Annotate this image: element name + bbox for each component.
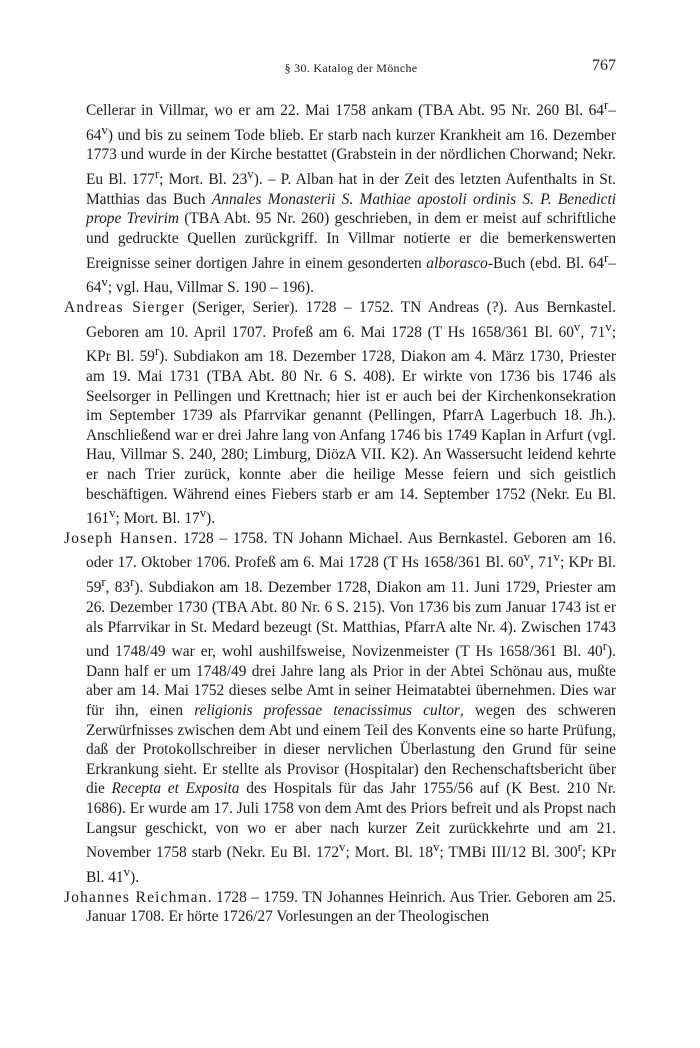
italic-phrase: religionis professae tenacissimus cultor bbox=[194, 702, 460, 719]
running-head-title: § 30. Katalog der Mönche bbox=[284, 61, 418, 75]
entry-joseph-hansen: Joseph Hansen. 1728 – 1758. TN Johann Michael. Aus Bernkastel. Geboren am 16. oder 17. Oktober 1706. Profeß am 6. Mai 1728 (T Hs 1658/361 Bl. 60$^v$, 71$^v$; KPr Bl. 59$^r$, 83$^r$). Subdiakon am 18. Dezember 1728, Diakon am 11. Juni 1729, Priester am 26. Dezember 1730 (TBA Abt. 80 Nr. 6 S. 215). Von 1736 bis zum Januar 1743 ist er als Pfarrvikar in St. Medard bezeugt (St. Matthias, PfarrA alte Nr. 4). Zwischen 1743 und 1748/49 war er, wohl aushilfsweise, Novizenmeister (T Hs 1658/361 Bl. 40$^r$). Dann half er um 1748/49 drei Jahre lang als Prior in der Abtei Schönau aus, mußte aber am 14. Mai 1752 dieses selbe Amt in seiner Heimatabtei übernehmen. Dies war für ihn, einen religionis professae tenacissimus cultor, wegen des schweren Zerwürfnisses zwischen dem Abt und einem Teil des Konvents eine so harte Prüfung, daß der Protokollschreiber in dieser nervlichen Überlastung den Grund für seine Erkrankung sieht. Er stellte als Provisor (Hospitalar) den Rechenschaftsbericht über die Recepta et Exposita des Hospitals für das Jahr 1755/56 auf (K Best. 210 Nr. 1686). Er wurde am 17. Juli 1758 von dem Amt des Priors befreit und als Propst nach Langsur geschickt, von wo er aber nach kurzer Zeit zurückkehrte und am 21. November 1758 starb (Nekr. Eu Bl. 172$^v$; Mort. Bl. 18$^v$; TMBi III/12 Bl. 300$^r$; KPr Bl. 41$^v$). bbox=[64, 529, 617, 886]
italic-term: alborasco bbox=[426, 254, 488, 272]
running-head bbox=[86, 57, 616, 77]
entry-name: Andreas Sierger bbox=[64, 298, 185, 316]
italic-title: Annales Monasterii S. Mathiae apostoli ordinis S. P. Benedicti prope Trevirim bbox=[86, 190, 617, 228]
entry-johannes-reichman: Johannes Reichman. 1728 – 1759. TN Johannes Heinrich. Aus Trier. Geboren am 25. Januar 1708. Er hörte 1726/27 Vorlesungen an der Theologischen bbox=[64, 888, 616, 926]
catalog-text bbox=[64, 96, 616, 927]
italic-phrase: Recepta et Exposita bbox=[111, 780, 240, 798]
page-number: 767 bbox=[592, 57, 616, 74]
entry-name: Johannes Reichman bbox=[64, 888, 208, 906]
continued-entry-paragraph: Cellerar in Villmar, wo er am 22. Mai 1758 ankam (TBA Abt. 95 Nr. 260 Bl. 64$^r$– 64$^v$) und bis zu seinem Tode blieb. Er starb nach kurzer Krankheit am 16. Dezember 1773 und wurde in der Kirche bestattet (Grabstein in der nördlichen Chorwand; Nekr. Eu Bl. 177$^r$; Mort. Bl. 23$^v$). – P. Alban hat in der Zeit des letzten Aufenthalts in St. Matthias das Buch Annales Monasterii S. Mathiae apostoli ordinis S. P. Benedicti prope Trevirim (TBA Abt. 95 Nr. 260) geschrieben, in dem er meist auf schriftliche und gedruckte Quellen zurückgriff. In Villmar notierte er die bemerkenswerten Ereignisse seiner dortigen Jahre in einem gesonderten alborasco-Buch (ebd. Bl. 64$^r$– 64$^v$; vgl. Hau, Villmar S. 190 – 196). bbox=[86, 98, 617, 297]
entry-name: Joseph Hansen bbox=[64, 529, 174, 547]
entry-andreas-sierger: Andreas Sierger (Seriger, Serier). 1728 – 1752. TN Andreas (?). Aus Bernkastel. Geboren am 10. April 1707. Profeß am 6. Mai 1728 (T Hs 1658/361 Bl. 60$^v$, 71$^v$; KPr Bl. 59$^r$). Subdiakon am 18. Dezember 1728, Diakon am 4. März 1730, Priester am 19. Mai 1731 (TBA Abt. 80 Nr. 6 S. 408). Er wirkte von 1736 bis 1746 als Seelsorger in Pellingen und Krettnach; hier ist er auch bei der Kirchenkonsekration im September 1739 als Pfarrvikar genannt (Pellingen, PfarrA Lagerbuch 18. Jh.). Anschließend war er drei Jahre lang von Anfang 1746 bis 1749 Kaplan in Arfurt (vgl. Hau, Villmar S. 240, 280; Limburg, DiözA VII. K2). An Wassersucht leidend kehrte er nach Trier zurück, konnte aber die heilige Messe feiern und sich geistlich beschäftigen. Während eines Fiebers starb er am 14. September 1752 (Nekr. Eu Bl. 161$^v$; Mort. Bl. 17$^v$). bbox=[64, 298, 616, 528]
